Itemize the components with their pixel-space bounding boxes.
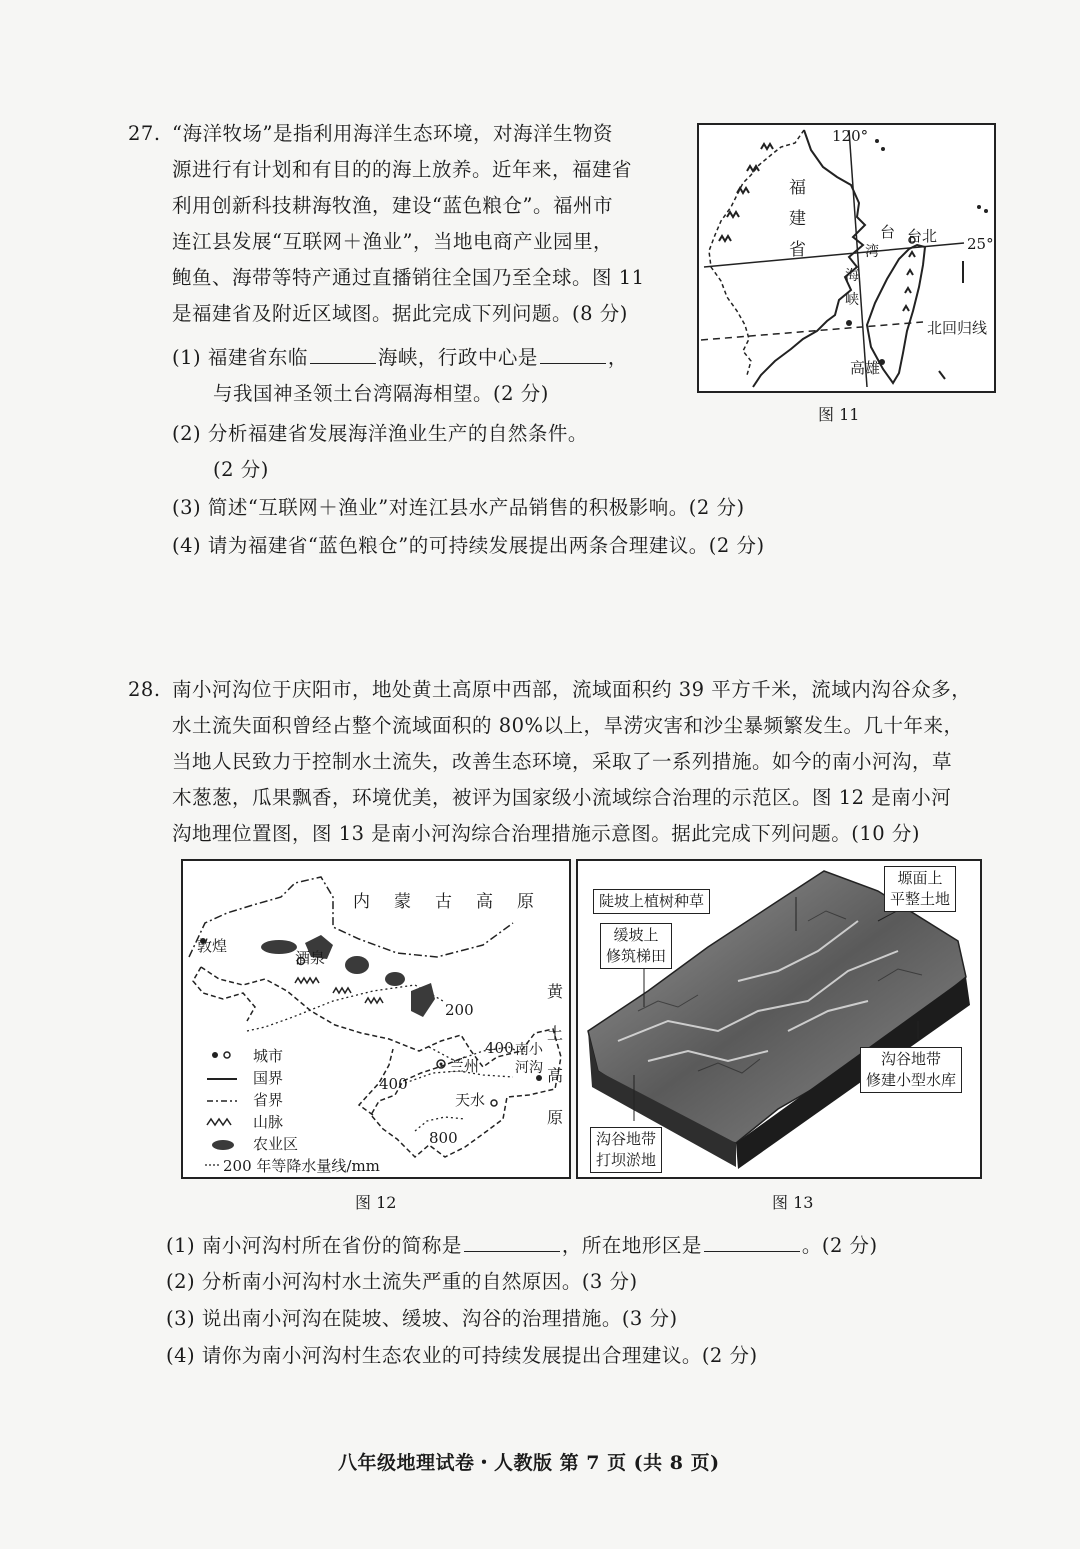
strait-char: 湾 — [865, 244, 879, 260]
isohyet-800: 800 — [429, 1129, 458, 1147]
plateau-char: 高 — [476, 892, 517, 912]
q28-stem-line: 南小河沟位于庆阳市，地处黄土高原中西部，流域面积约 39 平方千米，流域内沟谷众多， — [172, 678, 972, 701]
label-gully-dam — [590, 1127, 662, 1173]
province-char: 省 — [789, 240, 806, 260]
city-dunhuang: 敦煌 — [197, 937, 228, 955]
loess-char: 土 — [547, 1024, 564, 1043]
q27-sub1-text: ， — [607, 346, 628, 369]
province-label — [789, 173, 806, 266]
province-char: 建 — [789, 209, 806, 229]
q28-stem — [172, 672, 971, 852]
q27-stem-line: 是福建省及附近区域图。据此完成下列问题。(8 分) — [172, 302, 628, 325]
q28-sub4: (4) 请你为南小河沟村生态农业的可持续发展提出合理建议。(2 分) — [166, 1344, 758, 1367]
q28-stem-line: 沟地理位置图，图 13 是南小河沟综合治理措施示意图。据此完成下列问题。(10 分) — [172, 822, 920, 845]
label-steep-slope: 陡坡上植树种草 — [593, 889, 710, 914]
legend-isohyet: 200 年等降水量线/mm — [223, 1157, 380, 1175]
figure-12-map — [181, 859, 571, 1179]
q27-sub4: (4) 请为福建省“蓝色粮仓”的可持续发展提出两条合理建议。(2 分) — [172, 534, 765, 557]
page-footer: 八年级地理试卷・人教版 第 7 页 (共 8 页) — [338, 1452, 720, 1474]
answer-blank[interactable] — [704, 1233, 800, 1252]
loess-char: 黄 — [547, 982, 564, 1001]
q27-sub1-cont: 与我国神圣领土台湾隔海相望。(2 分) — [213, 382, 549, 405]
label-gentle-slope — [600, 923, 672, 969]
q27-stem-line: 鲍鱼、海带等特产通过直播销往全国乃至全球。图 11 — [172, 266, 645, 289]
legend-province: 省界 — [253, 1091, 284, 1109]
strait-char: 峡 — [845, 292, 859, 308]
plateau-char: 蒙 — [394, 892, 435, 912]
q27-sub3: (3) 简述“互联网＋渔业”对连江县水产品销售的积极影响。(2 分) — [172, 496, 745, 519]
taibei-label: 台北 — [907, 227, 938, 245]
q28-sub1 — [166, 1228, 878, 1264]
label-gully-reservoir — [860, 1047, 962, 1093]
city-tianshui: 天水 — [455, 1091, 486, 1109]
q27-sub2-points: (2 分) — [213, 458, 269, 481]
province-char: 福 — [789, 178, 806, 198]
figure-12-caption: 图 12 — [355, 1193, 397, 1212]
q27-stem-line: “海洋牧场”是指利用海洋生态环境，对海洋生物资 — [172, 122, 613, 145]
plateau-char: 内 — [353, 892, 394, 912]
label-text: 缓坡上 — [613, 926, 659, 944]
legend-farm: 农业区 — [253, 1135, 299, 1153]
city-lanzhou: 兰州 — [449, 1057, 480, 1075]
fujian-map-graphic — [699, 125, 993, 390]
answer-blank[interactable] — [310, 345, 376, 364]
label-plateau-top — [884, 866, 956, 912]
q28-stem-line: 木葱葱，瓜果飘香，环境优美，被评为国家级小流域综合治理的示范区。图 12 是南小河 — [172, 786, 952, 809]
isohyet-400: 400 — [379, 1075, 408, 1093]
label-text: 沟谷地带 — [596, 1130, 657, 1148]
isohyet-200: 200 — [445, 1001, 474, 1019]
q27-stem-line: 连江县发展“互联网＋渔业”，当地电商产业园里， — [172, 230, 613, 253]
isohyet-400: 400 — [485, 1039, 514, 1057]
q28-sub2: (2) 分析南小河沟村水土流失严重的自然原因。(3 分) — [166, 1270, 638, 1293]
longitude-label: 120° — [832, 127, 869, 145]
answer-blank[interactable] — [540, 345, 606, 364]
latitude-label: 25° — [967, 235, 994, 253]
q27-sub1-text: (1) 福建省东临 — [172, 346, 308, 369]
figure-11-map — [697, 123, 996, 393]
nanxiaohegou-text: 南小 — [515, 1042, 543, 1058]
q27-stem-line: 利用创新科技耕海牧渔，建设“蓝色粮仓”。福州市 — [172, 194, 613, 217]
q28-sub1-text: ，所在地形区是 — [561, 1234, 702, 1257]
label-text: 沟谷地带 — [881, 1050, 942, 1068]
label-text: 打坝淤地 — [596, 1151, 657, 1169]
figure-11-caption: 图 11 — [818, 405, 860, 424]
q27-stem-line: 源进行有计划和有目的的海上放养。近年来，福建省 — [172, 158, 633, 181]
loess-char: 高 — [547, 1066, 564, 1085]
plateau-char: 古 — [435, 892, 476, 912]
q28-sub1-text: 。(2 分) — [801, 1234, 878, 1257]
label-text: 修筑梯田 — [606, 947, 667, 965]
q27-number: 27. — [128, 122, 161, 145]
q28-stem-line: 水土流失面积曾经占整个流域面积的 80%以上，旱涝灾害和沙尘暴频繁发生。几十年来， — [172, 714, 964, 737]
figure-13-caption: 图 13 — [772, 1193, 814, 1212]
nanxiaohegou-label — [515, 1041, 543, 1077]
legend-mountain: 山脉 — [253, 1113, 284, 1131]
q28-sub3: (3) 说出南小河沟在陡坡、缓坡、沟谷的治理措施。(3 分) — [166, 1307, 678, 1330]
q27-sub1-text: 海峡，行政中心是 — [377, 346, 538, 369]
legend-city: 城市 — [253, 1047, 284, 1065]
q28-number: 28. — [128, 678, 161, 701]
figure-13-diagram — [576, 859, 982, 1179]
plateau-label — [353, 887, 558, 912]
label-text: 平整土地 — [890, 890, 951, 908]
strait-char: 海 — [845, 268, 859, 284]
label-text: 塬面上 — [897, 869, 943, 887]
plateau-char: 原 — [517, 892, 558, 912]
q28-sub1-text: (1) 南小河沟村所在省份的简称是 — [166, 1234, 462, 1257]
label-text: 修建小型水库 — [866, 1071, 957, 1089]
city-jiuquan: 酒泉 — [295, 949, 326, 967]
loess-label — [547, 971, 563, 1139]
legend-border: 国界 — [253, 1069, 284, 1087]
q27-stem — [172, 116, 645, 332]
q27-sub1 — [172, 340, 628, 376]
gaoxiong-label: 高雄 — [850, 359, 881, 377]
tropic-label: 北回归线 — [927, 319, 988, 337]
loess-char: 原 — [547, 1108, 564, 1127]
strait-char: 台 — [880, 223, 896, 241]
q28-stem-line: 当地人民致力于控制水土流失，改善生态环境，采取了一系列措施。如今的南小河沟，草 — [172, 750, 953, 773]
answer-blank[interactable] — [464, 1233, 560, 1252]
q27-sub2: (2) 分析福建省发展海洋渔业生产的自然条件。 — [172, 422, 588, 445]
legend — [253, 1045, 298, 1155]
nanxiaohegou-text: 河沟 — [515, 1060, 543, 1076]
